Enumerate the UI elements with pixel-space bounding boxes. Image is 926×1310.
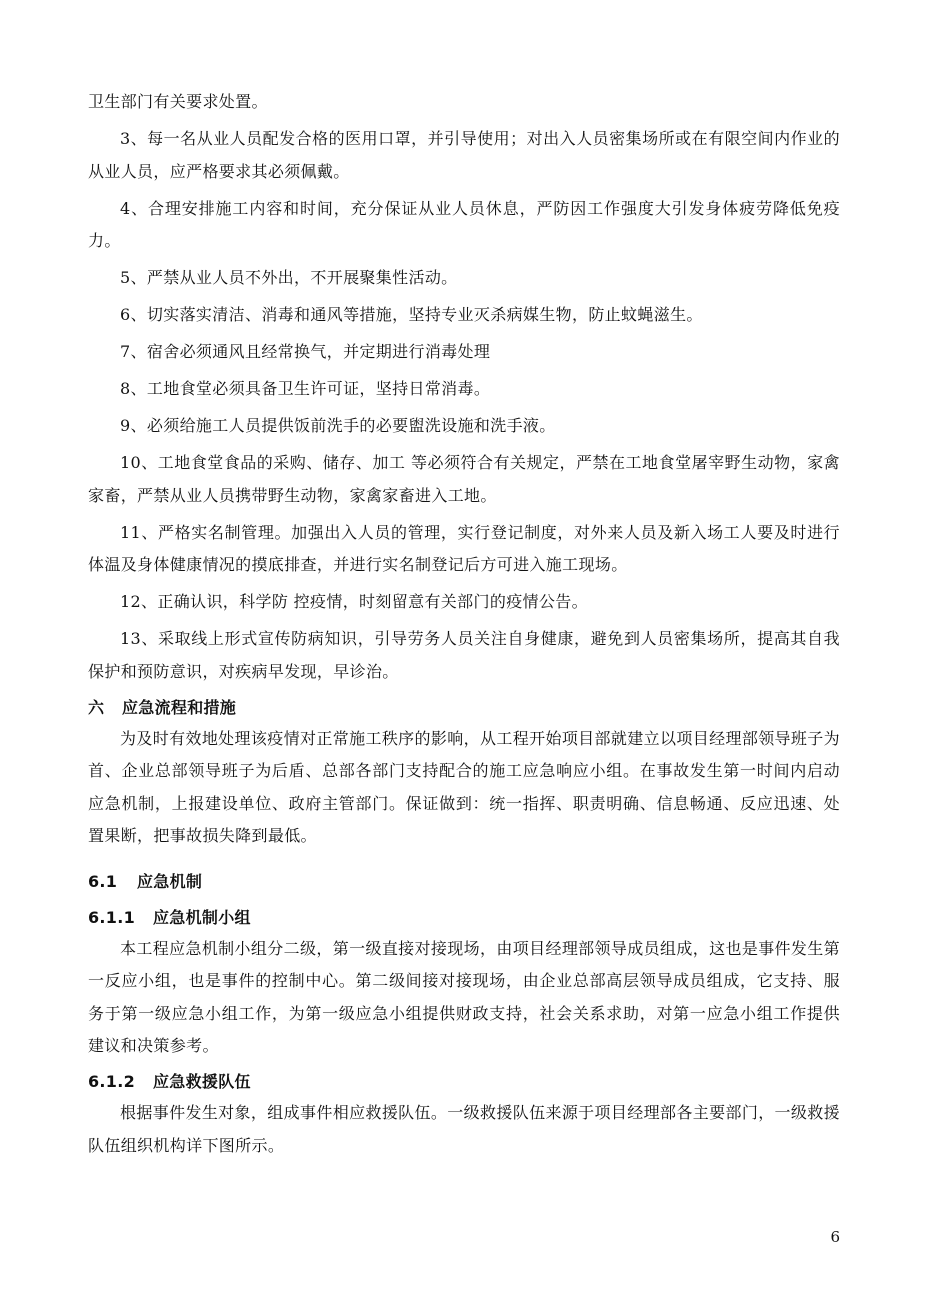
section-title: 应急机制 (137, 871, 203, 891)
list-item-4: 4、合理安排施工内容和时间，充分保证从业人员休息，严防因工作强度大引发身体疲劳降低免疫力。 (88, 198, 840, 250)
list-item-7: 7、宿舍必须通风且经常换气，并定期进行消毒处理 (120, 342, 491, 361)
section-heading-6-1-2 (88, 1067, 840, 1097)
list-item-12: 12、正确认识，科学防 控疫情，时刻留意有关部门的疫情公告。 (120, 592, 588, 611)
section-title: 应急流程和措施 (122, 697, 237, 717)
list-item-5: 5、严禁从业人员不外出，不开展聚集性活动。 (120, 268, 458, 287)
section-6-1-2-body: 根据事件发生对象，组成事件相应救援队伍。一级救援队伍来源于项目经理部各主要部门，一级救援队伍组织机构详下图所示。 (88, 1103, 840, 1155)
section-number: 6.1.1 (88, 907, 136, 927)
section-number: 六 (88, 697, 105, 717)
section-6-intro: 为及时有效地处理该疫情对正常施工秩序的影响，从工程开始项目部就建立以项目经理部领导班子为首、企业总部领导班子为后盾、总部各部门支持配合的施工应急响应小组。在事故发生第一时间内启动应急机制，上报建设单位、政府主管部门。保证做到：统一指挥、职责明确、信息畅通、反应迅速、处置果断，把事故损失降到最低。 (88, 728, 840, 845)
list-item-10: 10、工地食堂食品的采购、储存、加工 等必须符合有关规定，严禁在工地食堂屠宰野生动物，家禽家畜，严禁从业人员携带野生动物，家禽家畜进入工地。 (88, 453, 840, 505)
list-item-11: 11、严格实名制管理。加强出入人员的管理，实行登记制度，对外来人员及新入场工人要及时进行体温及身体健康情况的摸底排查，并进行实名制登记后方可进入施工现场。 (88, 522, 840, 574)
section-title: 应急救援队伍 (153, 1072, 251, 1091)
section-number: 6.1 (88, 871, 118, 891)
section-heading-6 (88, 693, 840, 723)
list-item-9: 9、必须给施工人员提供饭前洗手的必要盥洗设施和洗手液。 (120, 416, 556, 435)
section-6-1-1-body: 本工程应急机制小组分二级，第一级直接对接现场，由项目经理部领导成员组成，这也是事件发生第一反应小组，也是事件的控制中心。第二级间接对接现场，由企业总部高层领导成员组成，它支持、服务于第一级应急小组工作，为第一级应急小组提供财政支持，社会关系求助，对第一应急小组工作提供建议和决策参考。 (88, 938, 840, 1055)
section-heading-6-1 (88, 867, 840, 897)
section-number: 6.1.2 (88, 1072, 136, 1091)
section-title: 应急机制小组 (153, 907, 251, 927)
page-number: 6 (830, 1228, 840, 1246)
page-content (88, 86, 840, 1167)
list-item-3: 3、每一名从业人员配发合格的医用口罩，并引导使用；对出入人员密集场所或在有限空间内作业的从业人员，应严格要求其必须佩戴。 (88, 129, 840, 181)
section-heading-6-1-1 (88, 903, 840, 933)
list-item-8: 8、工地食堂必须具备卫生许可证，坚持日常消毒。 (120, 379, 491, 398)
list-item-13: 13、采取线上形式宣传防病知识，引导劳务人员关注自身健康，避免到人员密集场所，提高其自我保护和预防意识，对疾病早发现，早诊治。 (88, 629, 840, 681)
list-item-6: 6、切实落实清洁、消毒和通风等措施，坚持专业灭杀病媒生物，防止蚊蝇滋生。 (120, 305, 703, 324)
paragraph-continuation: 卫生部门有关要求处置。 (88, 92, 268, 111)
